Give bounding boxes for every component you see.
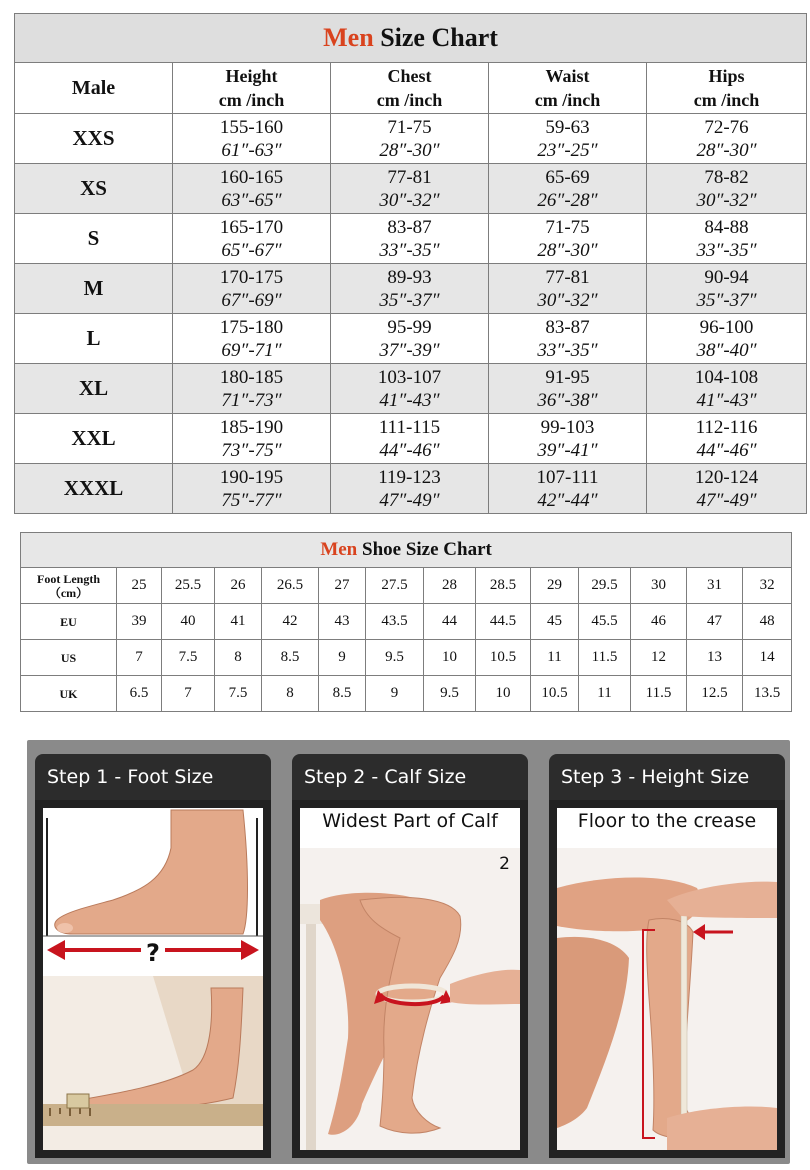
size-label: XL (15, 364, 173, 414)
cm-value: 89-93 (387, 266, 432, 288)
column-name: Hips (708, 66, 745, 86)
shoe-size-cell: 9.5 (424, 676, 476, 712)
shoe-row-label (21, 676, 117, 712)
shoe-row-sublabel: （cm） (48, 585, 89, 600)
inch-value: 28″-30″ (696, 139, 757, 161)
shoe-size-cell: 43.5 (366, 604, 424, 640)
shoe-size-cell: 9.5 (366, 640, 424, 676)
shoe-size-cell: 10.5 (531, 676, 579, 712)
foot-measure-illustration (43, 808, 263, 1150)
shoe-size-cell: 48 (743, 604, 792, 640)
inch-value: 30″-32″ (537, 289, 598, 311)
size-row (15, 164, 807, 214)
shoe-size-cell: 26.5 (262, 568, 319, 604)
shoe-size-cell: 7.5 (215, 676, 262, 712)
cm-value: 83-87 (545, 316, 590, 338)
cm-value: 65-69 (545, 166, 590, 188)
shoe-size-cell: 8 (262, 676, 319, 712)
shoe-size-cell: 26 (215, 568, 262, 604)
inch-value: 35″-37″ (379, 289, 440, 311)
inch-value: 47″-49″ (696, 489, 757, 511)
inch-value: 71″-73″ (221, 389, 282, 411)
size-label: S (15, 214, 173, 264)
measurement-cell (173, 414, 331, 464)
size-row (15, 214, 807, 264)
measurement-cell (647, 164, 807, 214)
step-3-title: Step 3 - Height Size (549, 754, 785, 800)
measurement-cell (331, 114, 489, 164)
measurement-cell (173, 264, 331, 314)
shoe-size-cell: 13 (687, 640, 743, 676)
inch-value: 35″-37″ (696, 289, 757, 311)
column-header-waist (489, 63, 647, 114)
shoe-size-cell: 14 (743, 640, 792, 676)
shoe-size-cell: 7 (162, 676, 215, 712)
shoe-size-cell: 44.5 (476, 604, 531, 640)
column-header-height (173, 63, 331, 114)
inch-value: 37″-39″ (379, 339, 440, 361)
shoe-size-cell: 25 (117, 568, 162, 604)
inch-value: 36″-38″ (537, 389, 598, 411)
step-3-body (549, 800, 785, 1158)
shoe-row-label (21, 568, 117, 604)
shoe-size-cell: 25.5 (162, 568, 215, 604)
cm-value: 103-107 (377, 366, 442, 388)
shoe-size-cell: 10.5 (476, 640, 531, 676)
cm-value: 160-165 (219, 166, 284, 188)
measurement-cell (647, 314, 807, 364)
cm-value: 185-190 (219, 416, 284, 438)
measurement-cell (489, 164, 647, 214)
step-2-title: Step 2 - Calf Size (292, 754, 528, 800)
inch-value: 28″-30″ (537, 239, 598, 261)
column-header-chest (331, 63, 489, 114)
shoe-size-cell: 44 (424, 604, 476, 640)
measurement-cell (489, 314, 647, 364)
shoe-size-cell: 32 (743, 568, 792, 604)
size-row (15, 414, 807, 464)
measurement-cell (173, 314, 331, 364)
men-shoe-size-chart (20, 532, 792, 712)
measurement-cell (647, 114, 807, 164)
inch-value: 33″-35″ (379, 239, 440, 261)
cm-value: 104-108 (694, 366, 759, 388)
shoe-size-cell: 45 (531, 604, 579, 640)
cm-value: 83-87 (387, 216, 432, 238)
inch-value: 33″-35″ (696, 239, 757, 261)
size-row (15, 364, 807, 414)
step-2-body (292, 800, 528, 1158)
step-3-card (549, 754, 785, 1158)
shoe-row-label-text: EU (60, 614, 77, 629)
shoe-size-cell: 7 (117, 640, 162, 676)
shoe-size-cell: 7.5 (162, 640, 215, 676)
cm-value: 77-81 (545, 266, 590, 288)
inch-value: 61″-63″ (221, 139, 282, 161)
shoe-size-cell: 12.5 (687, 676, 743, 712)
step-3-illustration (557, 808, 777, 1150)
measurement-cell (331, 414, 489, 464)
inch-value: 39″-41″ (537, 439, 598, 461)
inch-value: 28″-30″ (379, 139, 440, 161)
shoe-size-cell: 12 (631, 640, 687, 676)
shoe-row-label (21, 640, 117, 676)
inch-value: 38″-40″ (696, 339, 757, 361)
cm-value: 170-175 (219, 266, 284, 288)
cm-value: 190-195 (219, 466, 284, 488)
size-label: L (15, 314, 173, 364)
size-row (15, 264, 807, 314)
size-row (15, 464, 807, 514)
shoe-size-cell: 8 (215, 640, 262, 676)
cm-value: 99-103 (540, 416, 595, 438)
unknown-length-marker: ? (146, 939, 160, 967)
step-1-title: Step 1 - Foot Size (35, 754, 271, 800)
inch-value: 23″-25″ (537, 139, 598, 161)
column-unit: cm /inch (376, 90, 443, 110)
column-name: Chest (387, 66, 432, 86)
shoe-row-label-text: UK (59, 686, 78, 701)
inch-value: 26″-28″ (537, 189, 598, 211)
shoe-row (21, 604, 792, 640)
shoe-size-cell: 13.5 (743, 676, 792, 712)
cm-value: 165-170 (219, 216, 284, 238)
shoe-size-cell: 8.5 (319, 676, 366, 712)
size-chart-body (15, 114, 807, 514)
size-label: XXS (15, 114, 173, 164)
cm-value: 90-94 (704, 266, 749, 288)
size-row (15, 314, 807, 364)
shoe-size-cell: 11 (579, 676, 631, 712)
cm-value: 72-76 (704, 116, 749, 138)
inch-value: 41″-43″ (379, 389, 440, 411)
shoe-chart-title-accent: Men (320, 539, 358, 560)
shoe-size-cell: 41 (215, 604, 262, 640)
measurement-cell (331, 164, 489, 214)
inch-value: 30″-32″ (379, 189, 440, 211)
shoe-row-label-text: US (60, 650, 77, 665)
inch-value: 44″-46″ (696, 439, 757, 461)
cm-value: 107-111 (536, 466, 599, 488)
step-2-photo-number: 2 (499, 854, 510, 874)
cm-value: 175-180 (219, 316, 284, 338)
shoe-row-label-text: Foot Length (37, 571, 100, 586)
measurement-steps-panel (27, 740, 790, 1164)
column-name: Height (225, 66, 278, 86)
shoe-size-cell: 8.5 (262, 640, 319, 676)
cm-value: 119-123 (378, 466, 441, 488)
shoe-size-cell: 10 (424, 640, 476, 676)
measurement-cell (489, 364, 647, 414)
step-2-illustration (300, 808, 520, 1150)
shoe-row (21, 640, 792, 676)
size-row (15, 114, 807, 164)
column-unit: cm /inch (534, 90, 601, 110)
shoe-size-cell: 10 (476, 676, 531, 712)
inch-value: 69″-71″ (221, 339, 282, 361)
measurement-cell (331, 364, 489, 414)
measurement-cell (173, 464, 331, 514)
step-1-illustration (43, 808, 263, 1150)
measurement-cell (489, 114, 647, 164)
shoe-size-cell: 28 (424, 568, 476, 604)
inch-value: 44″-46″ (379, 439, 440, 461)
shoe-row (21, 676, 792, 712)
cm-value: 155-160 (219, 116, 284, 138)
shoe-size-cell: 46 (631, 604, 687, 640)
inch-value: 75″-77″ (221, 489, 282, 511)
cm-value: 77-81 (387, 166, 432, 188)
size-chart-title (15, 14, 807, 63)
inch-value: 65″-67″ (221, 239, 282, 261)
shoe-size-cell: 6.5 (117, 676, 162, 712)
column-unit: cm /inch (693, 90, 760, 110)
shoe-size-cell: 43 (319, 604, 366, 640)
step-3-caption: Floor to the crease (577, 810, 757, 832)
cm-value: 96-100 (699, 316, 754, 338)
cm-value: 91-95 (545, 366, 590, 388)
measurement-cell (331, 314, 489, 364)
column-header-hips (647, 63, 807, 114)
size-chart-title-rest: Size Chart (373, 23, 498, 52)
step-2-card (292, 754, 528, 1158)
cm-value: 78-82 (704, 166, 749, 188)
column-unit: cm /inch (218, 90, 285, 110)
inch-value: 41″-43″ (696, 389, 757, 411)
measurement-cell (647, 264, 807, 314)
men-size-chart (14, 13, 807, 514)
shoe-chart-body (21, 568, 792, 712)
shoe-size-cell: 45.5 (579, 604, 631, 640)
shoe-size-cell: 9 (366, 676, 424, 712)
shoe-size-cell: 29 (531, 568, 579, 604)
measurement-cell (331, 264, 489, 314)
calf-measure-illustration (300, 808, 520, 1150)
step-1-card (35, 754, 271, 1158)
inch-value: 30″-32″ (696, 189, 757, 211)
shoe-size-cell: 29.5 (579, 568, 631, 604)
cm-value: 112-116 (695, 416, 758, 438)
size-label: XXXL (15, 464, 173, 514)
column-header-male: Male (15, 63, 173, 114)
cm-value: 59-63 (545, 116, 590, 138)
shoe-size-cell: 9 (319, 640, 366, 676)
size-chart-title-accent: Men (323, 23, 374, 52)
inch-value: 47″-49″ (379, 489, 440, 511)
measurement-cell (331, 214, 489, 264)
shoe-size-cell: 31 (687, 568, 743, 604)
step-1-body (35, 800, 271, 1158)
measurement-cell (489, 414, 647, 464)
cm-value: 71-75 (387, 116, 432, 138)
cm-value: 84-88 (704, 216, 749, 238)
inch-value: 33″-35″ (537, 339, 598, 361)
inch-value: 42″-44″ (537, 489, 598, 511)
shoe-row (21, 568, 792, 604)
shoe-size-cell: 27.5 (366, 568, 424, 604)
inch-value: 67″-69″ (221, 289, 282, 311)
shoe-size-cell: 40 (162, 604, 215, 640)
cm-value: 71-75 (545, 216, 590, 238)
shoe-size-cell: 11 (531, 640, 579, 676)
measurement-cell (489, 214, 647, 264)
shoe-row-label (21, 604, 117, 640)
column-name: Waist (545, 66, 590, 86)
measurement-cell (173, 114, 331, 164)
shoe-size-cell: 27 (319, 568, 366, 604)
size-label: M (15, 264, 173, 314)
measurement-cell (489, 464, 647, 514)
shoe-size-cell: 11.5 (579, 640, 631, 676)
size-label: XXL (15, 414, 173, 464)
measurement-cell (647, 364, 807, 414)
measurement-cell (489, 264, 647, 314)
shoe-size-cell: 11.5 (631, 676, 687, 712)
cm-value: 120-124 (694, 466, 759, 488)
shoe-size-cell: 42 (262, 604, 319, 640)
measurement-cell (173, 214, 331, 264)
cm-value: 180-185 (219, 366, 284, 388)
measurement-cell (647, 464, 807, 514)
inch-value: 63″-65″ (221, 189, 282, 211)
shoe-size-cell: 30 (631, 568, 687, 604)
shoe-chart-title-rest: Shoe Size Chart (357, 539, 492, 560)
measurement-cell (331, 464, 489, 514)
cm-value: 111-115 (378, 416, 441, 438)
size-label: XS (15, 164, 173, 214)
measurement-cell (647, 414, 807, 464)
shoe-size-cell: 47 (687, 604, 743, 640)
measurement-cell (173, 364, 331, 414)
step-2-caption: Widest Part of Calf (322, 810, 498, 832)
measurement-cell (173, 164, 331, 214)
height-measure-illustration (557, 808, 777, 1150)
shoe-chart-title (21, 533, 792, 568)
measurement-cell (647, 214, 807, 264)
cm-value: 95-99 (387, 316, 432, 338)
shoe-size-cell: 39 (117, 604, 162, 640)
shoe-size-cell: 28.5 (476, 568, 531, 604)
inch-value: 73″-75″ (221, 439, 282, 461)
